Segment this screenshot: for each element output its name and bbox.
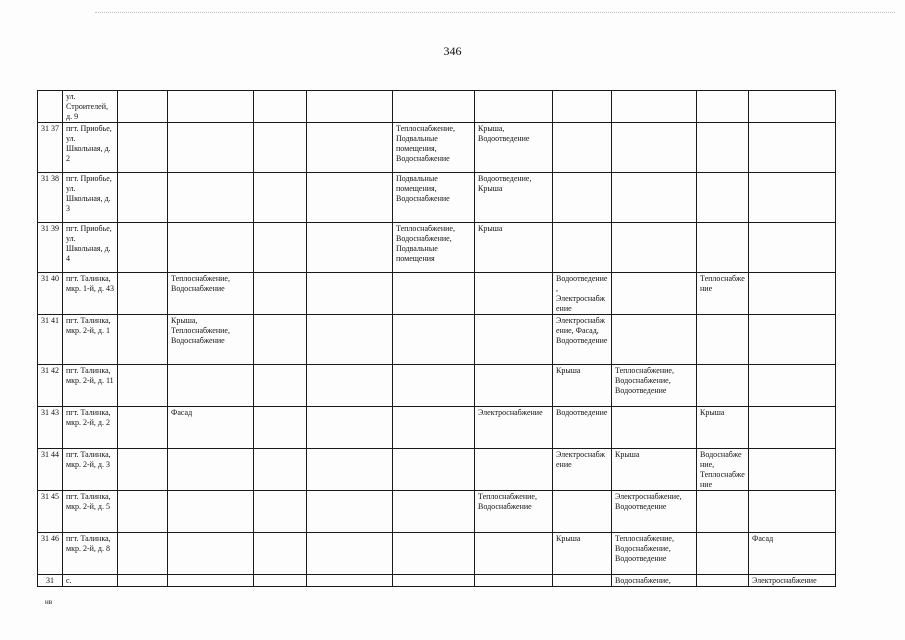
work-type-cell <box>254 91 307 123</box>
work-type-cell <box>254 315 307 365</box>
work-type-cell <box>254 449 307 491</box>
work-type-cell: Крыша <box>612 449 697 491</box>
work-type-cell: Электроснабжение, Фасад, Водоотведение <box>553 315 612 365</box>
work-type-cell <box>612 223 697 273</box>
work-type-cell <box>553 223 612 273</box>
work-type-cell <box>118 91 168 123</box>
work-type-cell: Теплоснабжение, Водоснабжение, Подвальные помещения <box>393 223 475 273</box>
work-type-cell: Крыша, Водоотведение <box>475 123 553 173</box>
work-type-cell <box>118 173 168 223</box>
work-type-cell <box>475 365 553 407</box>
work-type-cell <box>612 173 697 223</box>
work-type-cell: Крыша <box>553 365 612 407</box>
work-type-cell: Электроснабжение <box>749 575 836 587</box>
work-type-cell <box>118 491 168 533</box>
work-type-cell <box>697 533 749 575</box>
work-type-cell <box>749 365 836 407</box>
work-type-cell <box>118 365 168 407</box>
work-type-cell: Водоснабжение, <box>612 575 697 587</box>
table-row <box>38 123 836 173</box>
work-type-cell <box>307 365 393 407</box>
work-type-cell <box>307 273 393 315</box>
work-type-cell <box>254 123 307 173</box>
row-number-cell: 31 39 <box>38 223 63 273</box>
address-cell: пгт. Приобье, ул. Школьная, д. 3 <box>63 173 118 223</box>
work-type-cell <box>168 123 254 173</box>
work-type-cell <box>254 223 307 273</box>
table-row <box>38 407 836 449</box>
page-number: 346 <box>443 44 462 58</box>
work-type-cell <box>393 575 475 587</box>
work-type-cell: Теплоснабжение <box>697 273 749 315</box>
work-type-cell <box>749 223 836 273</box>
work-type-cell <box>393 91 475 123</box>
table-row <box>38 575 836 587</box>
work-type-cell <box>254 533 307 575</box>
work-type-cell: Крыша <box>553 533 612 575</box>
work-type-cell <box>307 533 393 575</box>
work-type-cell <box>307 491 393 533</box>
work-type-cell: Фасад <box>168 407 254 449</box>
work-type-cell <box>307 407 393 449</box>
work-type-cell <box>553 491 612 533</box>
work-type-cell: Электроснабжение <box>553 449 612 491</box>
row-number-cell: 31 42 <box>38 365 63 407</box>
table-row <box>38 173 836 223</box>
work-type-cell <box>393 407 475 449</box>
work-type-cell: Водоснабжение, Теплоснабжение <box>697 449 749 491</box>
work-type-cell <box>307 123 393 173</box>
work-type-cell <box>553 575 612 587</box>
work-type-cell <box>168 449 254 491</box>
work-type-cell <box>697 91 749 123</box>
work-type-cell: Подвальные помещения, Водоснабжение <box>393 173 475 223</box>
work-type-cell: Крыша <box>697 407 749 449</box>
work-type-cell <box>307 173 393 223</box>
table-row <box>38 533 836 575</box>
row-number-cell: 31 40 <box>38 273 63 315</box>
address-cell: пгт. Талинка, мкр. 1-й, д. 43 <box>63 273 118 315</box>
work-type-cell <box>697 315 749 365</box>
work-type-cell <box>118 449 168 491</box>
work-type-cell <box>697 223 749 273</box>
row-number-cell: 31 37 <box>38 123 63 173</box>
address-cell: пгт. Талинка, мкр. 2-й, д. 5 <box>63 491 118 533</box>
work-type-cell <box>307 91 393 123</box>
work-type-cell <box>612 123 697 173</box>
work-type-cell <box>118 223 168 273</box>
address-cell: пгт. Талинка, мкр. 2-й, д. 8 <box>63 533 118 575</box>
work-type-cell <box>307 575 393 587</box>
work-type-cell <box>749 449 836 491</box>
table-row <box>38 491 836 533</box>
work-type-cell <box>475 273 553 315</box>
work-type-cell <box>168 173 254 223</box>
work-type-cell <box>393 365 475 407</box>
work-type-cell: Крыша <box>475 223 553 273</box>
work-type-cell <box>749 315 836 365</box>
work-type-cell <box>749 491 836 533</box>
work-type-cell <box>612 91 697 123</box>
work-type-cell <box>749 407 836 449</box>
work-type-cell <box>612 273 697 315</box>
address-cell: пгт. Приобье, ул. Школьная, д. 2 <box>63 123 118 173</box>
work-type-cell <box>118 407 168 449</box>
work-type-cell: Теплоснабжение, Водоснабжение <box>168 273 254 315</box>
work-type-cell <box>393 273 475 315</box>
work-type-cell <box>168 491 254 533</box>
work-type-cell <box>475 533 553 575</box>
work-type-cell <box>749 91 836 123</box>
table-row <box>38 365 836 407</box>
work-type-cell <box>749 273 836 315</box>
work-type-cell: Теплоснабжение, Водоснабжение <box>475 491 553 533</box>
work-type-cell <box>168 533 254 575</box>
work-type-cell: Фасад <box>749 533 836 575</box>
work-type-cell <box>749 123 836 173</box>
row-number-cell: 31 43 <box>38 407 63 449</box>
work-type-cell <box>697 491 749 533</box>
work-type-cell: Теплоснабжение, Водоснабжение, Водоотведение <box>612 533 697 575</box>
work-type-cell: Водоотведение, Крыша <box>475 173 553 223</box>
work-type-cell: Теплоснабжение, Подвальные помещения, Водоснабжение <box>393 123 475 173</box>
work-type-cell: Водоотведение, Электроснабжение <box>553 273 612 315</box>
work-type-cell <box>475 575 553 587</box>
work-type-cell <box>697 173 749 223</box>
work-type-cell <box>254 491 307 533</box>
work-type-cell <box>118 315 168 365</box>
row-number-cell: 31 38 <box>38 173 63 223</box>
work-type-cell <box>553 91 612 123</box>
address-cell: пгт. Талинка, мкр. 2-й, д. 11 <box>63 365 118 407</box>
row-number-cell <box>38 91 63 123</box>
work-type-cell <box>168 575 254 587</box>
work-type-cell <box>553 123 612 173</box>
address-cell: пгт. Талинка, мкр. 2-й, д. 1 <box>63 315 118 365</box>
work-type-cell <box>553 173 612 223</box>
work-type-cell <box>697 365 749 407</box>
work-type-cell: Теплоснабжение, Водоснабжение, Водоотведение <box>612 365 697 407</box>
table-row <box>38 315 836 365</box>
work-type-cell <box>254 365 307 407</box>
work-type-cell <box>393 491 475 533</box>
row-number-cell: 31 46 <box>38 533 63 575</box>
address-cell: пгт. Приобье, ул. Школьная, д. 4 <box>63 223 118 273</box>
work-type-cell <box>254 407 307 449</box>
table-row <box>38 91 836 123</box>
work-type-cell <box>697 123 749 173</box>
work-type-cell <box>118 533 168 575</box>
work-type-cell: Электроснабжение, Водоотведение <box>612 491 697 533</box>
work-type-cell <box>254 273 307 315</box>
work-type-cell <box>612 407 697 449</box>
work-type-cell <box>749 173 836 223</box>
work-type-cell <box>393 315 475 365</box>
table-row <box>38 223 836 273</box>
address-cell: с. <box>63 575 118 587</box>
work-type-cell: Электроснабжение <box>475 407 553 449</box>
work-type-cell <box>118 123 168 173</box>
work-type-cell <box>168 223 254 273</box>
work-type-cell <box>307 223 393 273</box>
address-cell: пгт. Талинка, мкр. 2-й, д. 3 <box>63 449 118 491</box>
work-type-cell <box>168 365 254 407</box>
work-type-cell <box>168 91 254 123</box>
work-type-cell <box>697 575 749 587</box>
work-type-cell <box>307 449 393 491</box>
row-number-cell: 31 <box>38 575 63 587</box>
work-type-cell <box>475 315 553 365</box>
footer-mark: нв <box>45 598 53 606</box>
repair-schedule-table <box>37 90 836 587</box>
work-type-cell <box>612 315 697 365</box>
scan-artifact-line <box>95 12 895 14</box>
work-type-cell: Водоотведение <box>553 407 612 449</box>
row-number-cell: 31 44 <box>38 449 63 491</box>
work-type-cell <box>254 173 307 223</box>
work-type-cell <box>118 575 168 587</box>
row-number-cell: 31 45 <box>38 491 63 533</box>
work-type-cell <box>393 449 475 491</box>
work-type-cell: Крыша, Теплоснабжение, Водоснабжение <box>168 315 254 365</box>
work-type-cell <box>254 575 307 587</box>
table-row <box>38 273 836 315</box>
work-type-cell <box>307 315 393 365</box>
address-cell: ул. Строителей, д. 9 <box>63 91 118 123</box>
work-type-cell <box>393 533 475 575</box>
work-type-cell <box>118 273 168 315</box>
table-row <box>38 449 836 491</box>
row-number-cell: 31 41 <box>38 315 63 365</box>
work-type-cell <box>475 449 553 491</box>
address-cell: пгт. Талинка, мкр. 2-й, д. 2 <box>63 407 118 449</box>
work-type-cell <box>475 91 553 123</box>
